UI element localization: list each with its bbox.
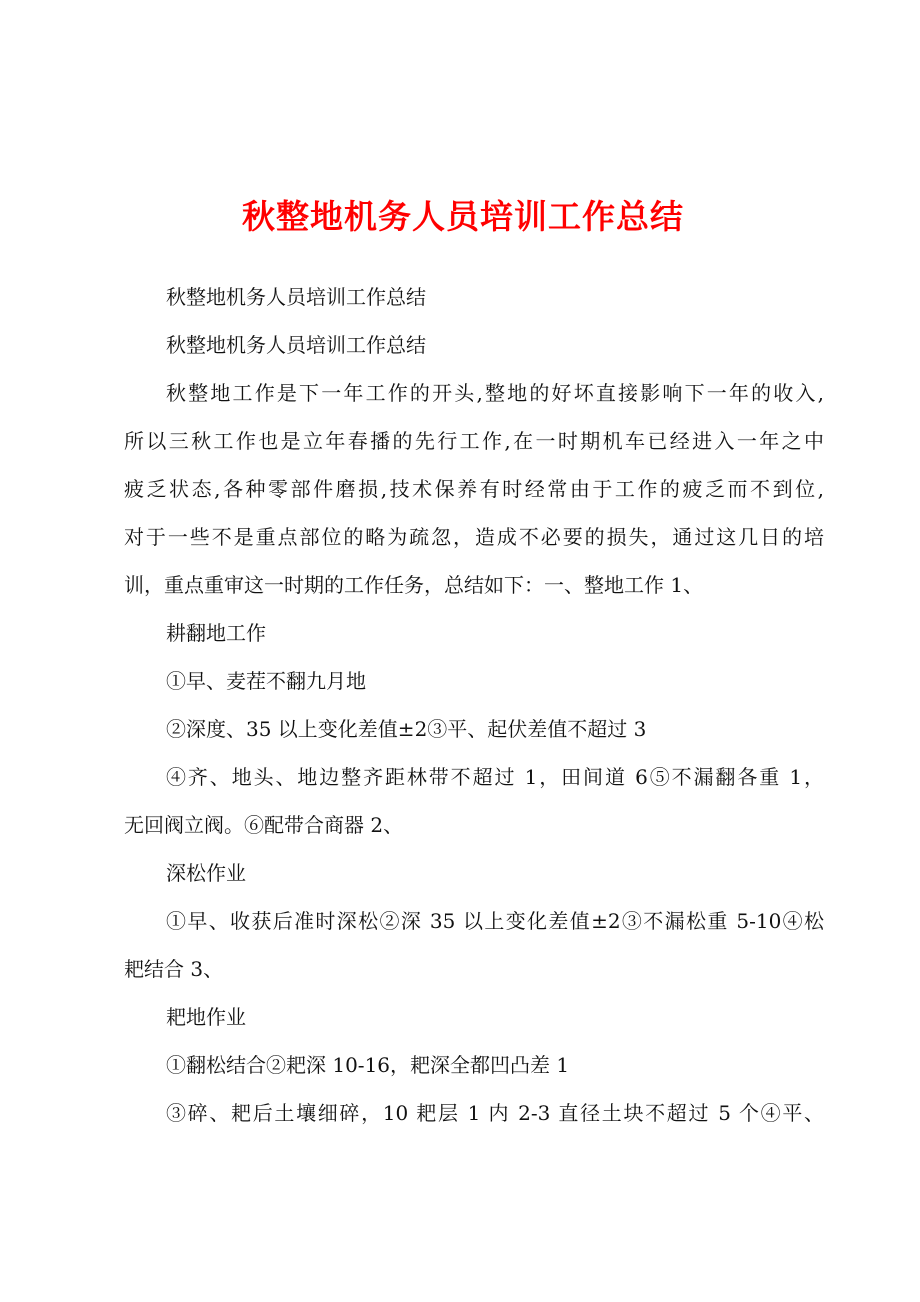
text-line: ①早、收获后准时深松②深 35 以上变化差值±2③不漏松重 5-10④松 bbox=[166, 909, 824, 933]
text-line: 深松作业 bbox=[166, 861, 246, 885]
text-line: 耙地作业 bbox=[166, 1005, 246, 1029]
text-line: 耙结合 3、 bbox=[124, 957, 224, 981]
text-line: 秋整地机务人员培训工作总结 bbox=[166, 333, 426, 357]
document-title: 秋整地机务人员培训工作总结 bbox=[242, 197, 684, 236]
document-body bbox=[124, 273, 824, 1137]
text-line: 秋整地机务人员培训工作总结 bbox=[166, 285, 426, 309]
text-line: ④齐、地头、地边整齐距林带不超过 1，田间道 6⑤不漏翻各重 1， bbox=[166, 765, 824, 789]
text-line: 疲乏状态,各种零部件磨损,技术保养有时经常由于工作的疲乏而不到位, bbox=[124, 477, 824, 501]
text-line: 秋整地工作是下一年工作的开头,整地的好坏直接影响下一年的收入, bbox=[166, 381, 824, 405]
text-line: 对于一些不是重点部位的略为疏忽，造成不必要的损失，通过这几日的培 bbox=[124, 525, 824, 549]
text-line: 所以三秋工作也是立年春播的先行工作,在一时期机车已经进入一年之中 bbox=[124, 429, 824, 453]
text-line: ③碎、耙后土壤细碎，10 耙层 1 内 2-3 直径土块不超过 5 个④平、 bbox=[166, 1101, 824, 1125]
text-line: ②深度、35 以上变化差值±2③平、起伏差值不超过 3 bbox=[166, 717, 647, 741]
text-line: ①翻松结合②耙深 10-16，耙深全都凹凸差 1 bbox=[166, 1053, 570, 1077]
text-line: 无回阀立阀。⑥配带合商器 2、 bbox=[124, 813, 404, 837]
text-line: 耕翻地工作 bbox=[166, 621, 266, 645]
text-line: ①早、麦茬不翻九月地 bbox=[166, 669, 366, 693]
text-line: 训，重点重审这一时期的工作任务，总结如下：一、整地工作 1、 bbox=[124, 573, 704, 597]
